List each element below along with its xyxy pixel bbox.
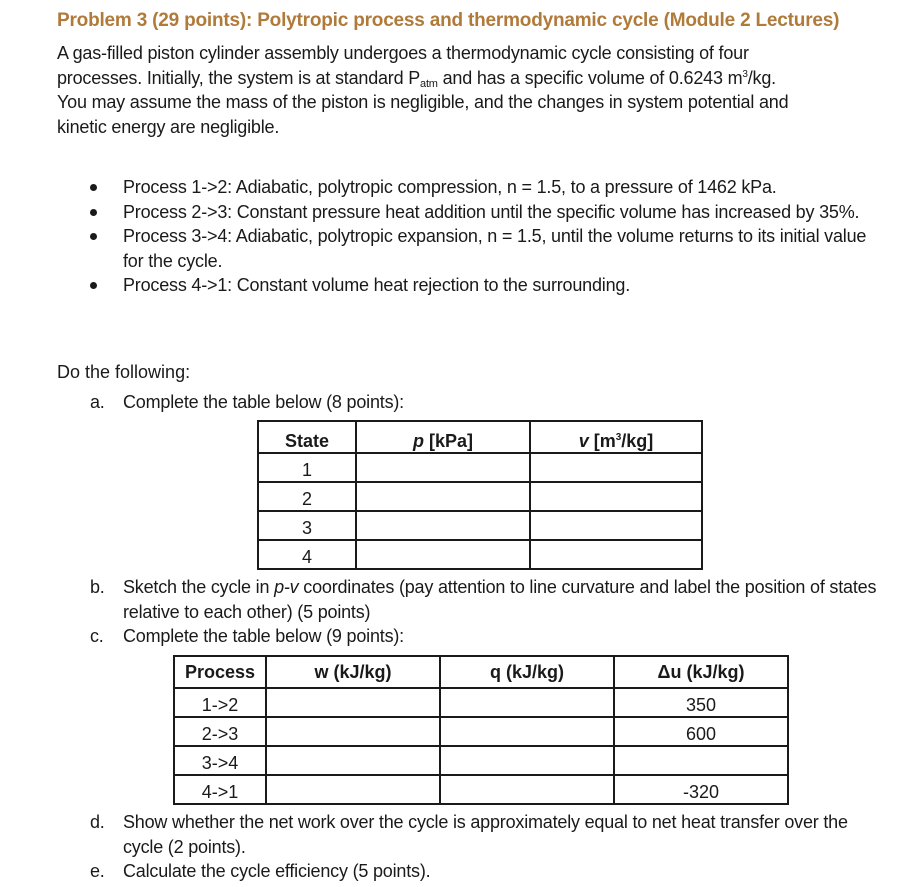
intro-line: You may assume the mass of the piston is negligible, and the changes in system potential and (57, 92, 789, 112)
task-label: a. (90, 392, 105, 412)
task-text: Sketch the cycle in p-v coordinates (pay attention to line curvature and label the position of states relative to each other) (5 points) (123, 577, 877, 622)
bullet-icon (90, 184, 97, 191)
heat-cell[interactable] (440, 717, 614, 746)
table-row (258, 453, 702, 482)
task-c (90, 624, 890, 649)
task-text: Complete the table below (9 points): (123, 626, 404, 646)
table-row (258, 482, 702, 511)
header-delta-u: Δu (kJ/kg) (614, 656, 788, 688)
table-row (258, 511, 702, 540)
task-e (90, 859, 890, 884)
work-cell[interactable] (266, 688, 440, 717)
header-heat: q (kJ/kg) (440, 656, 614, 688)
delta-u-cell: -320 (614, 775, 788, 804)
problem-title: Problem 3 (29 points): Polytropic process and thermodynamic cycle (Module 2 Lectures) (57, 10, 840, 31)
header-volume: v $[m^3/kg]$ (530, 421, 702, 453)
process-cell: 3->4 (174, 746, 266, 775)
task-d (90, 810, 910, 860)
header-work: w (kJ/kg) (266, 656, 440, 688)
bullet-icon (90, 209, 97, 216)
volume-cell[interactable] (530, 540, 702, 569)
task-text: Show whether the net work over the cycle is approximately equal to net heat transfer over the cycle (2 points). (123, 812, 848, 857)
state-cell: 4 (258, 540, 356, 569)
pressure-cell[interactable] (356, 453, 530, 482)
task-label: d. (90, 812, 105, 832)
process-cell: 1->2 (174, 688, 266, 717)
state-cell: 1 (258, 453, 356, 482)
work-cell[interactable] (266, 717, 440, 746)
process-item: Process 1->2: Adiabatic, polytropic compression, n = 1.5, to a pressure of 1462 kPa. (90, 175, 890, 200)
delta-u-cell: 600 (614, 717, 788, 746)
process-item: Process 4->1: Constant volume heat rejection to the surrounding. (90, 273, 890, 298)
pressure-cell[interactable] (356, 511, 530, 540)
volume-cell[interactable] (530, 511, 702, 540)
task-label: e. (90, 861, 105, 881)
state-cell: 3 (258, 511, 356, 540)
heat-cell[interactable] (440, 775, 614, 804)
delta-u-cell[interactable] (614, 746, 788, 775)
task-text: Complete the table below (8 points): (123, 392, 404, 412)
task-label: c. (90, 626, 104, 646)
table-row (174, 775, 788, 804)
heat-cell[interactable] (440, 746, 614, 775)
header-pressure: p [kPa] (356, 421, 530, 453)
state-cell: 2 (258, 482, 356, 511)
task-label: b. (90, 577, 105, 597)
table-row (258, 540, 702, 569)
task-a (90, 390, 890, 415)
process-cell: 4->1 (174, 775, 266, 804)
task-b (90, 575, 910, 625)
process-cell: 2->3 (174, 717, 266, 746)
work-cell[interactable] (266, 746, 440, 775)
volume-cell[interactable] (530, 482, 702, 511)
process-table (173, 655, 789, 805)
intro-paragraph (57, 41, 907, 139)
heat-cell[interactable] (440, 688, 614, 717)
bullet-icon (90, 233, 97, 240)
process-list (90, 175, 890, 298)
intro-line: processes. Initially, the system is at standard $P_{atm}$ and has a specific volume of 0.6243 $m^3/kg$. (57, 67, 776, 90)
volume-cell[interactable] (530, 453, 702, 482)
task-text: Calculate the cycle efficiency (5 points). (123, 861, 431, 881)
pressure-cell[interactable] (356, 540, 530, 569)
intro-line: kinetic energy are negligible. (57, 116, 280, 137)
pressure-cell[interactable] (356, 482, 530, 511)
state-table (257, 420, 703, 570)
header-state: State (258, 421, 356, 453)
do-following-heading: Do the following: (57, 362, 191, 382)
intro-line: A gas-filled piston cylinder assembly undergoes a thermodynamic cycle consisting of four (57, 43, 749, 63)
work-cell[interactable] (266, 775, 440, 804)
process-item: Process 2->3: Constant pressure heat addition until the specific volume has increased by 35%. (90, 200, 903, 225)
header-process: Process (174, 656, 266, 688)
delta-u-cell: 350 (614, 688, 788, 717)
table-row (174, 717, 788, 746)
bullet-icon (90, 282, 97, 289)
table-row (174, 688, 788, 717)
process-item: Process 3->4: Adiabatic, polytropic expansion, n = 1.5, until the volume returns to its initial value for the cycle. (90, 224, 883, 273)
table-row (174, 746, 788, 775)
